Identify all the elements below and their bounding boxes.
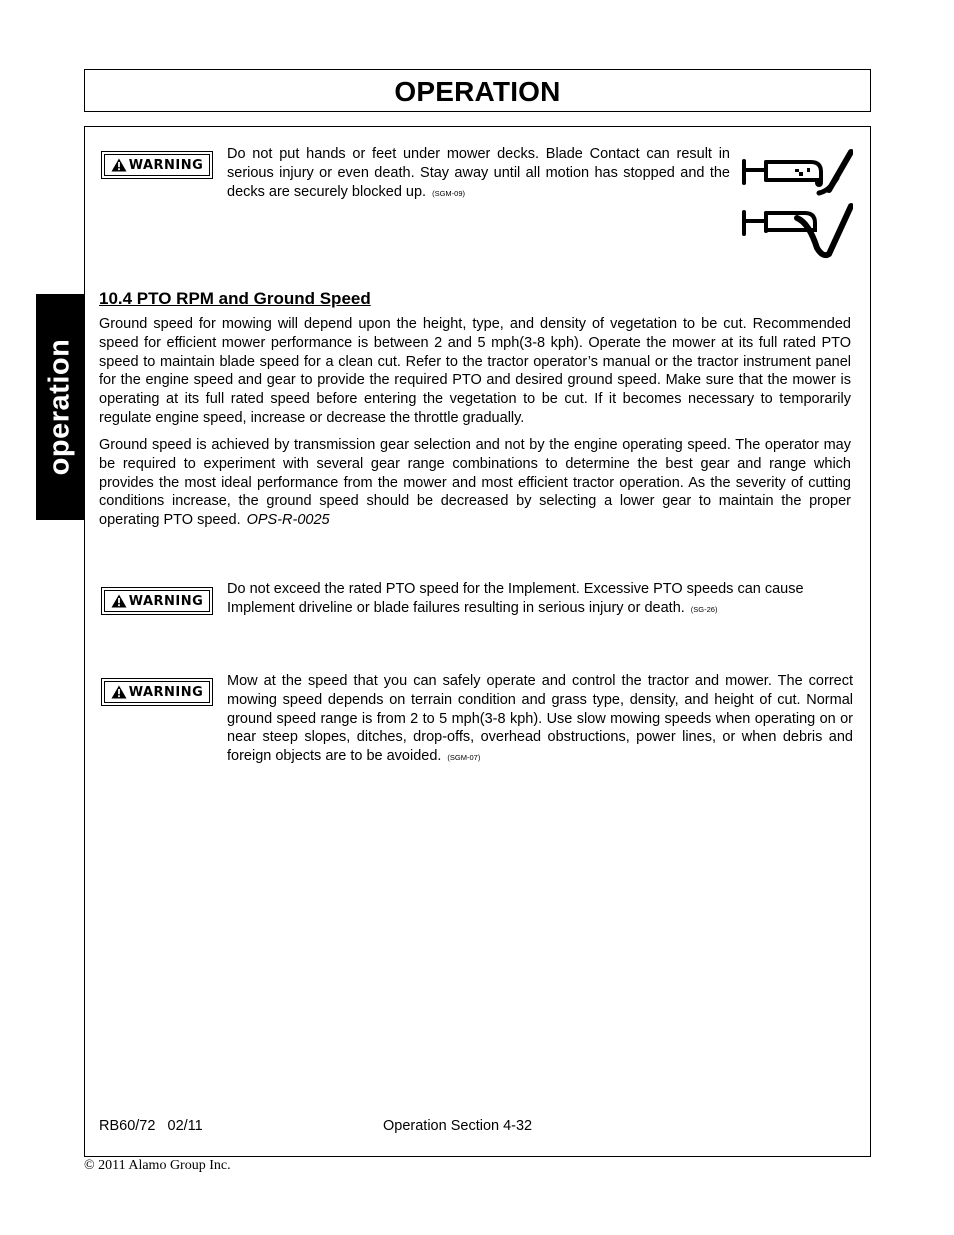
main-content-box: [84, 126, 871, 1157]
warning-text-body: Do not put hands or feet under mower decks. Blade Contact can result in serious injury or even death. Stay away until all motion has stopped and the decks are securely blocked up.: [227, 146, 730, 200]
warning-text-2: [227, 580, 853, 620]
warning-text-3: [227, 672, 853, 768]
paragraph-2-text: Ground speed is achieved by transmission gear selection and not by the engine operating speed. The operator may be required to experiment with several gear range combinations to determine the best gear and range which provides the most ideal performance from the mower and most efficient tractor operation. As the severity of cutting conditions increase, the ground speed should be decreased by selecting a lower gear to maintain the proper operating PTO speed.: [99, 437, 851, 529]
warning-text-body: Mow at the speed that you can safely operate and control the tractor and mower. The correct mowing speed depends on terrain condition and grass type, density, and height of cut. Normal ground speed range is from 2 to 5 mph(3-8 kph). Use slow mowing speeds when operating on or near steep slopes, ditches, drop-offs, overhead obstructions, power lines, or when debris and foreign objects are to be avoided.: [227, 673, 853, 765]
warning-word: WARNING: [128, 157, 204, 173]
warning-word: WARNING: [128, 593, 204, 609]
warning-code: (SGM-07): [447, 753, 481, 763]
copyright: © 2011 Alamo Group Inc.: [84, 1158, 231, 1173]
page-title: OPERATION: [394, 76, 561, 107]
warning-label-3: [101, 678, 213, 706]
warning-label-1: [101, 151, 213, 179]
footer-section: Operation Section 4-32: [383, 1118, 533, 1134]
paragraph-2: [99, 436, 851, 530]
hand-under-deck-hazard-icon: [741, 148, 853, 263]
warning-label-2: [101, 587, 213, 615]
warning-triangle-icon: [111, 594, 127, 608]
warning-triangle-icon: [111, 158, 127, 172]
side-tab: [36, 294, 84, 520]
warning-text-body: Do not exceed the rated PTO speed for the Implement. Excessive PTO speeds can cause Implement driveline or blade failures resulting in serious injury or death.: [227, 581, 804, 616]
side-tab-label: operation: [43, 338, 76, 476]
footer-model: RB60/72 02/11: [99, 1118, 203, 1134]
header-box: [84, 69, 871, 112]
paragraph-1: Ground speed for mowing will depend upon the height, type, and density of vegetation to be cut. Recommended speed for efficient mower performance is between 2 and 5 mph(3-8 kph). Operate the mower at its full rated PTO speed to maintain blade speed for a clean cut. Refer to the tractor operator’s manual or the tractor instrument panel for the engine speed and gear to provide the required PTO and desired ground speed. Make sure that the mower is operating at its full rated speed before entering the vegetation to be cut. If it becomes necessary to temporarily regulate engine speed, increase or decrease the throttle gradually.: [99, 316, 851, 426]
warning-triangle-icon: [111, 685, 127, 699]
warning-text-1: [227, 145, 730, 203]
reference-code: OPS-R-0025: [246, 512, 330, 529]
warning-code: (SG-26): [690, 604, 718, 614]
warning-code: (SGM-09): [432, 188, 465, 198]
section-heading: 10.4 PTO RPM and Ground Speed: [99, 289, 371, 308]
warning-word: WARNING: [128, 684, 204, 700]
